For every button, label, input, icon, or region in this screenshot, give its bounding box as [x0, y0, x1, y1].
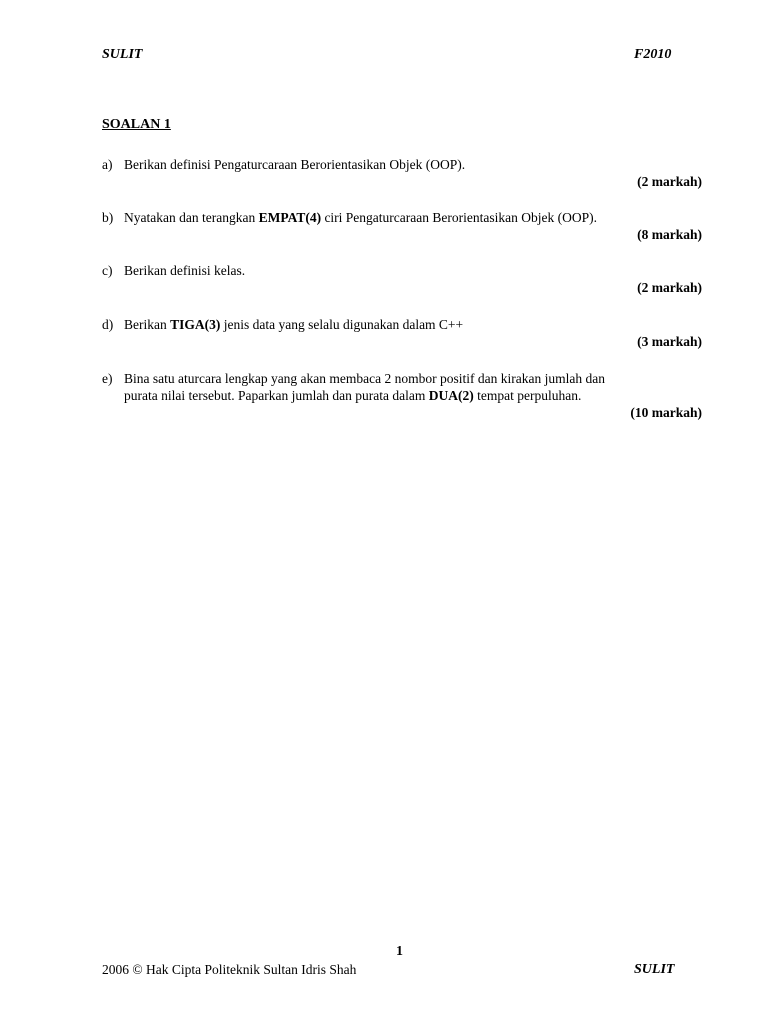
question-text-part: tempat perpuluhan.: [473, 388, 582, 403]
question-letter: e): [102, 371, 113, 386]
question-text-part: Berikan definisi Pengaturcaraan Berorientasikan Objek (OOP).: [124, 157, 466, 172]
question-letter: d): [102, 317, 114, 332]
question-text-part: Nyatakan dan terangkan: [124, 210, 259, 225]
question-d: [102, 316, 702, 350]
question-marks: (2 markah): [637, 280, 702, 295]
question-text-part: Berikan: [124, 317, 171, 332]
question-c: [102, 262, 702, 296]
question-text-part: ciri Pengaturcaraan Berorientasikan Objek (OOP).: [321, 210, 597, 225]
question-text: [124, 209, 702, 226]
page-number: 1: [396, 944, 403, 959]
footer-classification: SULIT: [634, 962, 675, 977]
question-keyword: DUA(2): [428, 388, 474, 403]
question-text-part: Berikan definisi kelas.: [124, 263, 246, 278]
question-text: [124, 262, 702, 279]
question-keyword: TIGA(3): [170, 317, 221, 332]
section-title: SOALAN 1: [102, 117, 171, 132]
question-text-part: Bina satu aturcara lengkap yang akan membaca 2 nombor positif dan kirakan jumlah dan: [124, 371, 605, 386]
question-marks: (2 markah): [637, 174, 702, 189]
question-letter: c): [102, 263, 113, 278]
question-letter: b): [102, 210, 114, 225]
header-course-code: F2010: [634, 47, 672, 62]
question-keyword: EMPAT(4): [258, 210, 322, 225]
question-marks: (8 markah): [637, 227, 702, 242]
question-letter: a): [102, 157, 113, 172]
question-marks: (10 markah): [630, 405, 702, 420]
question-text: [124, 316, 702, 333]
question-a: [102, 156, 702, 190]
footer-copyright: 2006 © Hak Cipta Politeknik Sultan Idris Shah: [102, 962, 357, 977]
header-classification: SULIT: [102, 47, 143, 62]
question-text: [124, 156, 702, 173]
question-marks: (3 markah): [637, 334, 702, 349]
question-text-part: purata nilai tersebut. Paparkan jumlah dan purata dalam: [124, 388, 429, 403]
question-text: [124, 370, 702, 404]
question-text-part: jenis data yang selalu digunakan dalam C++: [220, 317, 464, 332]
question-e: [102, 370, 702, 421]
question-b: [102, 209, 702, 243]
